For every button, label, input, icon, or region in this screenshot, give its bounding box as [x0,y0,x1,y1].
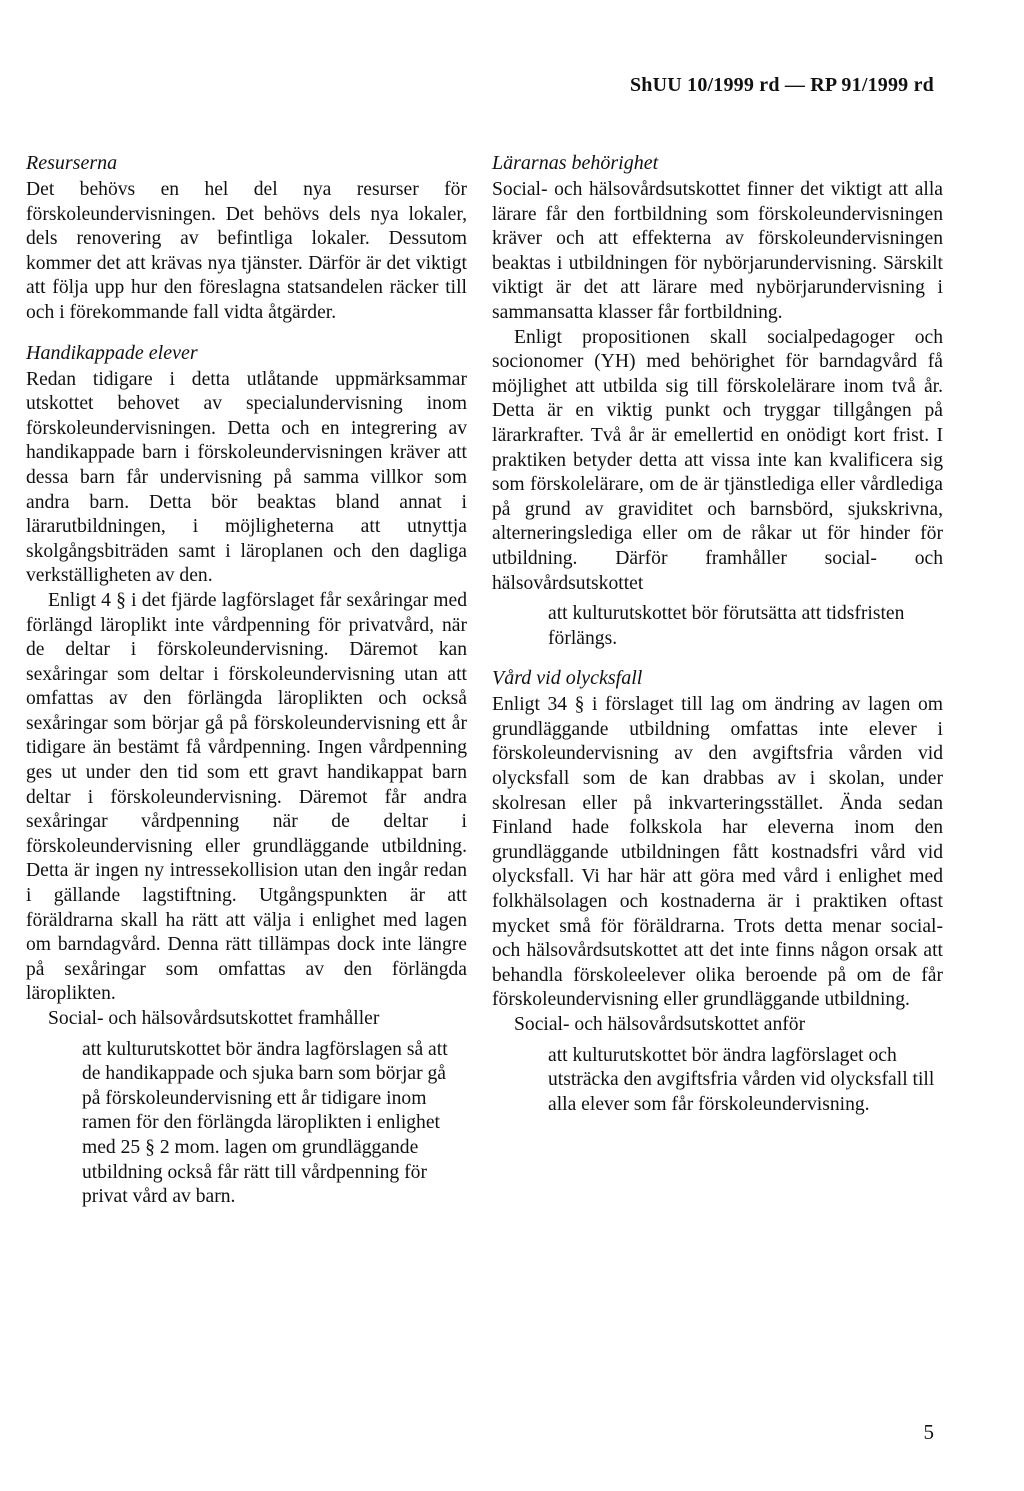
section-heading-lararnas-behorighet: Lärarnas behörighet [492,152,659,174]
section-heading-handikappade-elever: Handikappade elever [26,341,198,364]
paragraph-resurser: Det behövs en hel del nya resurser för förskoleundervisningen. Det behövs dels nya lokaler, dels renovering av befintliga lokaler. Dessutom kommer det att krävas nya tjänster. Därför är det viktigt att följa upp hur den föreslagna statsandelen räcker till och i förekommande fall vidta åtgärder. [26,179,467,323]
paragraph-specialundervisning: Redan tidigare i detta utlåtande uppmärksammar utskottet behovet av specialundervisning inom förskoleundervisningen. Detta och en integrering av handikappade barn i förskoleundervisningen kräver att dessa barn får undervisning på samma villkor som andra barn. Detta bör beaktas bland annat i lärarutbildningen, i möjligheterna att utnyttja skolgångsbiträden samt i läroplanen och den dagliga verkställigheten av den. [26,368,467,587]
left-column [26,150,467,1224]
section-heading-resurserna: Resurserna [26,152,118,174]
statement-lagforslagen: att kulturutskottet bör ändra lagförslagen så att de handikappade och sjuka barn som börjar gå på förskoleundervisning ett år tidigare inom ramen för den förlängda läroplikten i enlighet med 25 § 2 mom. lagen om grundläggande utbildning också får rätt till vårdpenning för privat vård av barn. [82,1038,448,1208]
paragraph-vardpenning: Enligt 4 § i det fjärde lagförslaget får sexåringar med förlängd läroplikt inte vårdpenning för privatvård, när de deltar i förskoleundervisning. Däremot kan sexåringar som deltar i förskoleundervisning utan att omfattas av den förlängda läroplikten och också sexåringar som börjar gå på förskoleundervisning ett år tidigare än bestämt få vårdpenning. Ingen vårdpenning ges ut under den tid som ett gravt handikappat barn deltar i förskoleundervisning. Däremot får andra sexåringar vårdpenning när de deltar i förskoleundervisning eller grundläggande utbildning. Detta är ingen ny intressekollision utan den ingår redan i gällande lagstiftning. Utgångspunkten är att föräldrarna skall ha rätt att välja i enlighet med lagen om barndagvård. Denna rätt tillämpas dock inte längre på sexåringar som omfattas av den förlängda läroplikten. [26,589,467,1005]
section-heading-vard-vid-olycksfall: Vård vid olycksfall [492,667,643,690]
paragraph-fortbildning: Social- och hälsovårdsutskottet finner det viktigt att alla lärare får den fortbildning som förskoleundervisningen kräver och att effekterna av förskoleundervisningen beaktas i utbildningen för nybörjarundervisning. Särskilt viktigt är det att lärare med nybörjarundervisning i sammansatta klasser får fortbildning. [492,179,943,323]
paragraph-olycksfall: Enligt 34 § i förslaget till lag om ändring av lagen om grundläggande utbildning omfattas inte elever i förskoleundervisning av den avgiftsfria vården vid olycksfall som de kan drabbas av i skolan, under skolresan eller på inkvarteringsstället. Ända sedan Finland hade folkskola har eleverna inom den grundläggande utbildningen fått kostnadsfri vård vid olycksfall. Vi har här att göra med vård i enlighet med folkhälsolagen och kostnaderna är i praktiken oftast mycket små för föräldrarna. Trots detta menar social- och hälsovårdsutskottet att det inte finns någon orsak att behandla förskoleelever olika beroende på om de får förskoleundervisning eller grundläggande utbildning. [492,694,943,1011]
running-header: ShUU 10/1999 rd — RP 91/1999 rd [629,74,934,96]
paragraph-framhaller: Social- och hälsovårdsutskottet framhåller [48,1008,380,1029]
statement-avgiftsfria-varden: att kulturutskottet bör ändra lagförslaget och utsträcka den avgiftsfria vården vid olycksfall till alla elever som får förskoleundervisning. [548,1044,935,1115]
paragraph-socialpedagoger: Enligt propositionen skall socialpedagoger och socionomer (YH) med behörighet för barndagvård få möjlighet att utbilda sig till förskolelärare inom två år. Detta är en viktig punkt och tryggar tillgången på lärarkrafter. Två år är emellertid en onödigt kort frist. I praktiken betyder detta att vissa inte kan kvalificera sig som förskolelärare, om de är tjänstlediga eller vårdlediga på grund av graviditet och barnsbörd, sjukskrivna, alterneringslediga eller om de råkar ut för hinder för utbildning. Därför framhåller social- och hälsovårdsutskottet [492,326,943,594]
right-column [492,150,943,1131]
page-number: 5 [923,1420,934,1444]
statement-tidsfristen: att kulturutskottet bör förutsätta att tidsfristen förlängs. [548,603,905,649]
paragraph-anfor: Social- och hälsovårdsutskottet anför [514,1014,806,1035]
